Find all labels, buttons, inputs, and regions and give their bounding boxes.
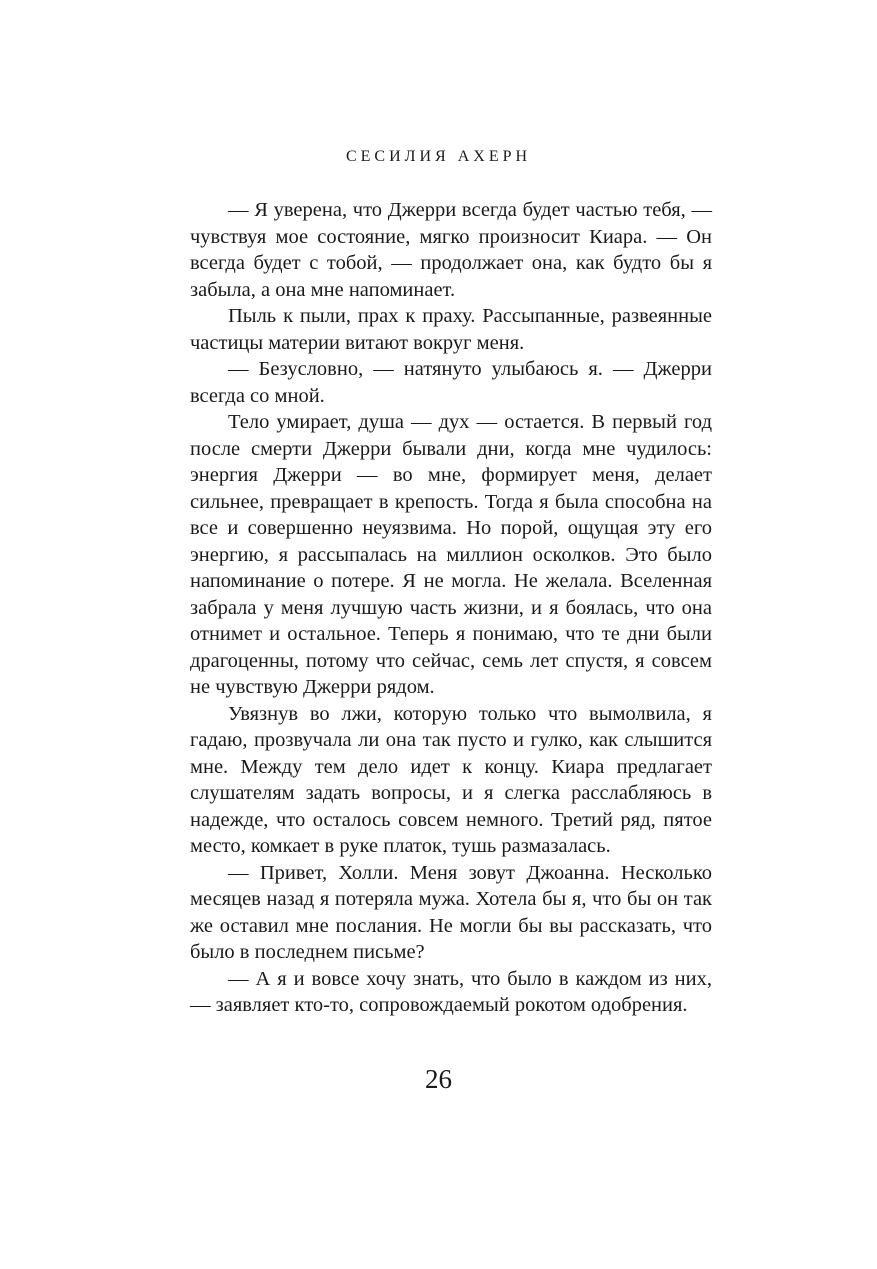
paragraph: — Я уверена, что Джерри всегда будет частью тебя, — чувствуя мое состояние, мягко произносит Киара. — Он всегда будет с тобой, — продолжает она, как будто бы я забыла, а она мне напоминает. [190, 199, 712, 301]
paragraph: Тело умирает, душа — дух — остается. В первый год после смерти Джерри бывали дни, когда мне чудилось: энергия Джерри — во мне, формирует меня, делает сильнее, превращает в крепость. Тогда я была способна на все и совершенно неуязвима. Но порой, ощущая эту его энергию, я рассыпалась на миллион осколков. Это было напоминание о потере. Я не могла. Не желала. Вселенная забрала у меня лучшую часть жизни, и я боялась, что она отнимет и остальное. Теперь я понимаю, что те дни были драгоценны, потому что сейчас, семь лет спустя, я совсем не чувствую Джерри рядом. [190, 411, 712, 698]
paragraph: Пыль к пыли, прах к праху. Рассыпанные, развеянные частицы материи витают вокруг меня. [190, 305, 712, 354]
paragraph: — Привет, Холли. Меня зовут Джоанна. Несколько месяцев назад я потеряла мужа. Хотела бы я, что бы он так же оставил мне послания. Не могли бы вы рассказать, что было в последнем письме? [190, 861, 712, 963]
paragraph: — Безусловно, — натянуто улыбаюсь я. — Джерри всегда со мной. [190, 358, 712, 407]
page-number: 26 [425, 1064, 452, 1094]
paragraph: — А я и вовсе хочу знать, что было в каждом из них, — заявляет кто-то, сопровождаемый рокотом одобрения. [190, 967, 712, 1016]
running-head-author: СЕСИЛИЯ АХЕРН [345, 148, 532, 165]
paragraph: Увязнув во лжи, которую только что вымолвила, я гадаю, прозвучала ли она так пусто и гулко, как слышится мне. Между тем дело идет к концу. Киара предлагает слушателям задать вопросы, и я слегка расслабляюсь в надежде, что осталось совсем немного. Третий ряд, пятое место, комкает в руке платок, тушь размазалась. [190, 702, 712, 857]
body-text [190, 197, 712, 1019]
